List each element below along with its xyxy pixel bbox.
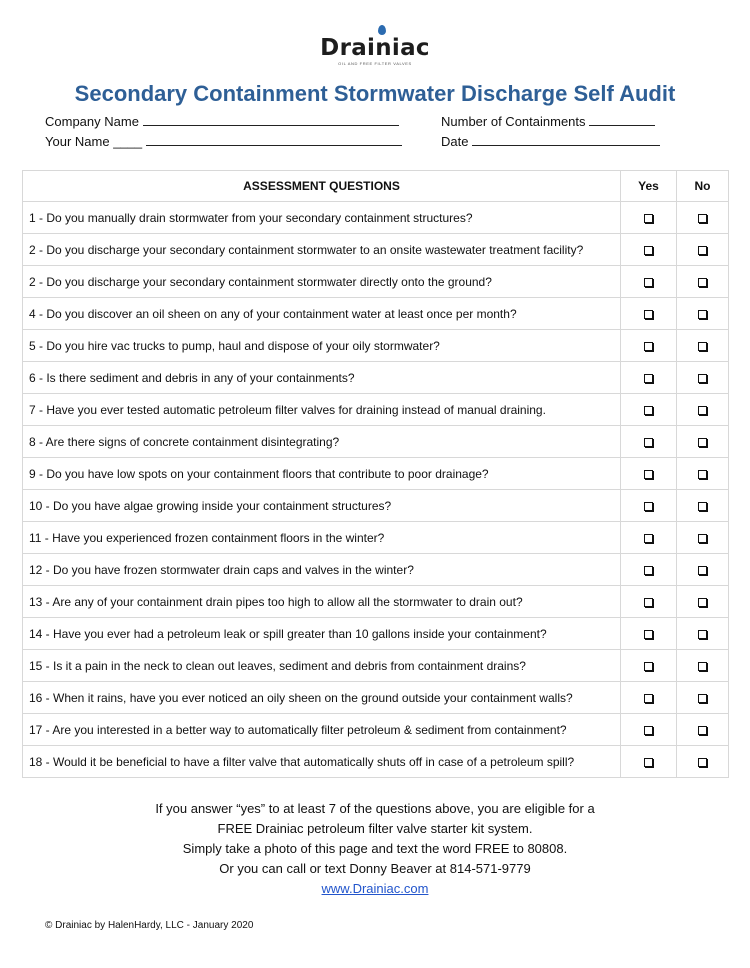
questions-body — [23, 202, 729, 778]
yes-checkbox[interactable] — [644, 598, 653, 607]
logo-tagline: OIL AND FREE FILTER VALVES — [338, 61, 412, 66]
question-row — [23, 522, 729, 554]
no-checkbox[interactable] — [698, 758, 707, 767]
yes-checkbox-cell[interactable] — [621, 298, 677, 330]
yes-checkbox-cell[interactable] — [621, 554, 677, 586]
no-checkbox-cell[interactable] — [677, 330, 729, 362]
no-checkbox-cell[interactable] — [677, 234, 729, 266]
yes-checkbox[interactable] — [644, 694, 653, 703]
no-checkbox[interactable] — [698, 214, 707, 223]
offer-line-2: FREE Drainiac petroleum filter valve starter kit system. — [217, 821, 533, 836]
date-label: Date — [441, 134, 469, 149]
yes-checkbox[interactable] — [644, 726, 653, 735]
containments-label: Number of Containments — [441, 114, 586, 129]
yes-checkbox-cell[interactable] — [621, 490, 677, 522]
no-checkbox[interactable] — [698, 342, 707, 351]
no-checkbox-cell[interactable] — [677, 586, 729, 618]
company-name-label: Company Name — [45, 114, 139, 129]
no-checkbox-cell[interactable] — [677, 714, 729, 746]
yes-checkbox-cell[interactable] — [621, 682, 677, 714]
no-checkbox-cell[interactable] — [677, 298, 729, 330]
your-name-line[interactable] — [146, 133, 402, 146]
assessment-table — [22, 170, 729, 778]
yes-checkbox-cell[interactable] — [621, 394, 677, 426]
question-text: 15 - Is it a pain in the neck to clean out leaves, sediment and debris from containment drains? — [23, 650, 621, 682]
no-checkbox-cell[interactable] — [677, 618, 729, 650]
question-text: 18 - Would it be beneficial to have a filter valve that automatically shuts off in case of a petroleum spill? — [23, 746, 621, 778]
no-checkbox[interactable] — [698, 598, 707, 607]
page-title: Secondary Containment Stormwater Discharge Self Audit — [74, 81, 676, 106]
no-checkbox[interactable] — [698, 406, 707, 415]
yes-checkbox-cell[interactable] — [621, 202, 677, 234]
no-checkbox-cell[interactable] — [677, 458, 729, 490]
offer-line-1: If you answer “yes” to at least 7 of the questions above, you are eligible for a — [155, 801, 595, 816]
yes-checkbox[interactable] — [644, 214, 653, 223]
offer-line-4: Or you can call or text Donny Beaver at 814-571-9779 — [219, 861, 531, 876]
yes-checkbox[interactable] — [644, 374, 653, 383]
question-text: 17 - Are you interested in a better way to automatically filter petroleum & sediment from containment? — [23, 714, 621, 746]
no-checkbox-cell[interactable] — [677, 554, 729, 586]
your-name-field[interactable] — [45, 133, 402, 150]
question-row — [23, 554, 729, 586]
no-checkbox-cell[interactable] — [677, 490, 729, 522]
yes-checkbox-cell[interactable] — [621, 330, 677, 362]
header-assessment-questions: ASSESSMENT QUESTIONS — [23, 171, 621, 202]
yes-checkbox-cell[interactable] — [621, 426, 677, 458]
offer-line-3: Simply take a photo of this page and text the word FREE to 80808. — [182, 841, 568, 856]
no-checkbox[interactable] — [698, 662, 707, 671]
no-checkbox-cell[interactable] — [677, 650, 729, 682]
company-name-field[interactable] — [45, 113, 399, 130]
question-row — [23, 746, 729, 778]
no-checkbox[interactable] — [698, 630, 707, 639]
question-text: 1 - Do you manually drain stormwater from your secondary containment structures? — [23, 202, 621, 234]
logo-wordmark: Drainiac — [320, 34, 430, 62]
drainiac-website-link[interactable]: www.Drainiac.com — [321, 881, 429, 896]
yes-checkbox[interactable] — [644, 246, 653, 255]
offer-text — [0, 799, 750, 899]
no-checkbox[interactable] — [698, 502, 707, 511]
yes-checkbox[interactable] — [644, 342, 653, 351]
yes-checkbox[interactable] — [644, 438, 653, 447]
question-row — [23, 426, 729, 458]
number-of-containments-field[interactable] — [441, 113, 655, 130]
date-line[interactable] — [472, 133, 660, 146]
question-text: 4 - Do you discover an oil sheen on any of your containment water at least once per month? — [23, 298, 621, 330]
question-text: 10 - Do you have algae growing inside your containment structures? — [23, 490, 621, 522]
question-text: 2 - Do you discharge your secondary containment stormwater directly onto the ground? — [23, 266, 621, 298]
yes-checkbox-cell[interactable] — [621, 458, 677, 490]
question-row — [23, 618, 729, 650]
question-row — [23, 266, 729, 298]
question-text: 6 - Is there sediment and debris in any of your containments? — [23, 362, 621, 394]
yes-checkbox[interactable] — [644, 630, 653, 639]
yes-checkbox-cell[interactable] — [621, 586, 677, 618]
no-checkbox-cell[interactable] — [677, 362, 729, 394]
question-text: 13 - Are any of your containment drain pipes too high to allow all the stormwater to drain out? — [23, 586, 621, 618]
question-text: 8 - Are there signs of concrete containment disintegrating? — [23, 426, 621, 458]
yes-checkbox-cell[interactable] — [621, 650, 677, 682]
question-row — [23, 362, 729, 394]
no-checkbox-cell[interactable] — [677, 426, 729, 458]
question-text: 14 - Have you ever had a petroleum leak or spill greater than 10 gallons inside your containment? — [23, 618, 621, 650]
question-text: 2 - Do you discharge your secondary containment stormwater to an onsite wastewater treatment facility? — [23, 234, 621, 266]
drainiac-logo — [0, 34, 750, 66]
no-checkbox-cell[interactable] — [677, 266, 729, 298]
table-header-row — [23, 171, 729, 202]
water-drop-icon — [378, 25, 386, 35]
your-name-label: Your Name — [45, 134, 110, 149]
question-row — [23, 234, 729, 266]
question-row — [23, 394, 729, 426]
question-row — [23, 650, 729, 682]
no-checkbox[interactable] — [698, 438, 707, 447]
yes-checkbox[interactable] — [644, 662, 653, 671]
yes-checkbox[interactable] — [644, 310, 653, 319]
no-checkbox[interactable] — [698, 470, 707, 479]
question-text: 9 - Do you have low spots on your containment floors that contribute to poor drainage? — [23, 458, 621, 490]
yes-checkbox-cell[interactable] — [621, 362, 677, 394]
no-checkbox-cell[interactable] — [677, 522, 729, 554]
question-row — [23, 330, 729, 362]
yes-checkbox-cell[interactable] — [621, 746, 677, 778]
question-row — [23, 202, 729, 234]
yes-checkbox-cell[interactable] — [621, 266, 677, 298]
company-name-line[interactable] — [143, 113, 399, 126]
copyright-footer: © Drainiac by HalenHardy, LLC - January 2020 — [45, 920, 254, 931]
question-row — [23, 298, 729, 330]
no-checkbox[interactable] — [698, 374, 707, 383]
yes-checkbox-cell[interactable] — [621, 234, 677, 266]
your-name-prefix: ____ — [113, 134, 143, 149]
yes-checkbox-cell[interactable] — [621, 522, 677, 554]
yes-checkbox[interactable] — [644, 502, 653, 511]
no-checkbox[interactable] — [698, 246, 707, 255]
yes-checkbox[interactable] — [644, 566, 653, 575]
no-checkbox[interactable] — [698, 566, 707, 575]
question-row — [23, 458, 729, 490]
yes-checkbox-cell[interactable] — [621, 618, 677, 650]
yes-checkbox[interactable] — [644, 278, 653, 287]
containments-line[interactable] — [589, 113, 655, 126]
no-checkbox[interactable] — [698, 726, 707, 735]
no-checkbox-cell[interactable] — [677, 202, 729, 234]
yes-checkbox[interactable] — [644, 758, 653, 767]
question-row — [23, 714, 729, 746]
question-text: 16 - When it rains, have you ever noticed an oily sheen on the ground outside your containment walls? — [23, 682, 621, 714]
no-checkbox[interactable] — [698, 310, 707, 319]
question-row — [23, 490, 729, 522]
no-checkbox[interactable] — [698, 694, 707, 703]
no-checkbox[interactable] — [698, 278, 707, 287]
no-checkbox-cell[interactable] — [677, 394, 729, 426]
question-row — [23, 586, 729, 618]
question-text: 5 - Do you hire vac trucks to pump, haul and dispose of your oily stormwater? — [23, 330, 621, 362]
yes-checkbox[interactable] — [644, 470, 653, 479]
no-checkbox[interactable] — [698, 534, 707, 543]
no-checkbox-cell[interactable] — [677, 682, 729, 714]
question-text: 7 - Have you ever tested automatic petroleum filter valves for draining instead of manual draining. — [23, 394, 621, 426]
question-row — [23, 682, 729, 714]
date-field[interactable] — [441, 133, 660, 150]
header-no: No — [677, 171, 729, 202]
no-checkbox-cell[interactable] — [677, 746, 729, 778]
yes-checkbox[interactable] — [644, 534, 653, 543]
yes-checkbox[interactable] — [644, 406, 653, 415]
yes-checkbox-cell[interactable] — [621, 714, 677, 746]
question-text: 11 - Have you experienced frozen containment floors in the winter? — [23, 522, 621, 554]
question-text: 12 - Do you have frozen stormwater drain caps and valves in the winter? — [23, 554, 621, 586]
header-yes: Yes — [621, 171, 677, 202]
